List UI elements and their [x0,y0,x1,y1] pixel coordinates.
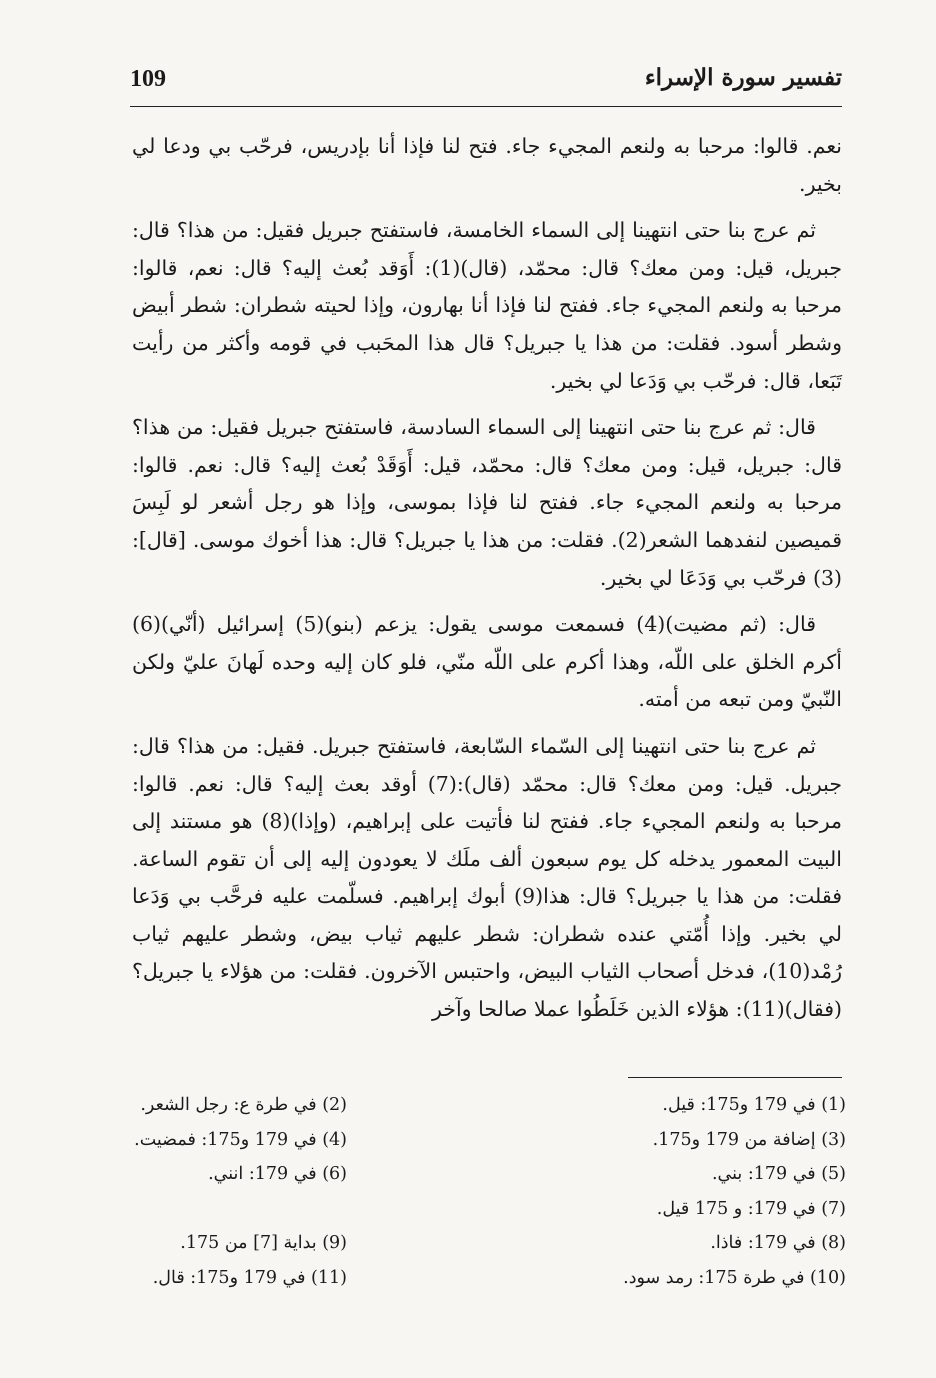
footnote-spacer [132,1192,489,1227]
paragraph: قال: ثم عرج بنا حتى انتهينا إلى السماء السادسة، فاستفتح جبريل فقيل: من هذا؟ قال: جبريل، قيل: ومن معك؟ قال: محمّد، قيل: أَوَقَدْ بُعث إليه؟ قال: نعم. قالوا: مرحبا به ولنعم المجيء جاء. ففتح لنا فإذا بموسى، وإذا هو رجل أشعر لو لَبِسَ قميصين لنفدهما الشعر(2). فقلت: من هذا يا جبريل؟ قال: هذا أخوك موسى. [قال]:(3) فرحّب بي وَدَعَا لي بخير. [132,415,843,590]
footnote: (7) في 179: و 175 قيل. [656,1198,846,1219]
footnote: (1) في 179 و175: قيل. [662,1095,846,1115]
page-number: 109 [130,66,166,92]
footnote: (3) إضافة من 179 و175. [652,1129,846,1150]
footnote: (4) في 179 و175: فمضيت. [134,1129,347,1150]
footnote: (5) في 179: بني. [711,1164,846,1185]
footnote: (9) بداية [7] من 175. [180,1233,347,1254]
footnote: (2) في طرة ع: رجل الشعر. [140,1095,347,1115]
footnote: (10) في طرة 175: رمد سود. [623,1267,846,1288]
header-rule [130,106,842,107]
footnote-rule [628,1077,842,1078]
footnote: (6) في 179: انني. [208,1164,347,1185]
footnotes [132,1088,846,1296]
footnote: (8) في 179: فاذا. [710,1233,846,1254]
paragraph: ثم عرج بنا حتى انتهينا إلى السّماء السّابعة، فاستفتح جبريل. فقيل: من هذا؟ قال: جبريل. قيل: ومن معك؟ قال: محمّد (قال):(7) أوقد بعث إليه؟ قال: نعم. قالوا: مرحبا به ولنعم المجيء جاء. ففتح لنا فأتيت على إبراهيم، (وإذا)(8) هو مستند إلى البيت المعمور يدخله كل يوم سبعون ألف ملَك لا يعودون إليه إلى أن تقوم الساعة. فقلت: من هذا يا جبريل؟ قال: هذا(9) أبوك إبراهيم. فسلّمت عليه فرحَّب بي وَدَعا لي بخير. وإذا أُمّتي عنده شطران: شطر عليهم ثياب بيض، وشطر عليهم ثياب رُمْد(10)، فدخل أصحاب الثياب البيض، واحتبس الآخرون. فقلت: من هؤلاء يا جبريل؟ (فقال)(11): هؤلاء الذين خَلَطُوا عملا صالحا وآخر [132,733,842,1022]
paragraph: ثم عرج بنا حتى انتهينا إلى السماء الخامسة، فاستفتح جبريل فقيل: من هذا؟ قال: جبريل، قيل: ومن معك؟ قال: محمّد، (قال)(1): أَوَقد بُعث إليه؟ قال: نعم، قالوا: مرحبا به ولنعم المجيء جاء. ففتح لنا فإذا أنا بهارون، وإذا لحيته شطران: شطر أبيض وشطر أسود. فقلت: من هذا يا جبريل؟ قال هذا المحَبب في قومه وأكثر من رأيت تَبَعا، قال: فرحّب بي وَدَعا لي بخير. [132,218,842,393]
page-header [130,62,842,102]
running-title: تفسير سورة الإسراء [644,64,842,91]
body-text [132,128,842,1038]
paragraph: قال: (ثم مضيت)(4) فسمعت موسى يقول: يزعم (بنو)(5) إسرائيل (أنّي)(6) أكرم الخلق على اللّه، وهذا أكرم على اللّه منّي، فلو كان إليه وحده لَهانَ عليّ ولكن النّبيّ ومن تبعه من أمته. [132,612,842,712]
footnote: (11) في 179 و175: قال. [152,1267,347,1288]
paragraph: نعم. قالوا: مرحبا به ولنعم المجيء جاء. فتح لنا فإذا أنا بإدريس، فرحّب بي ودعا لي بخير. [132,134,842,196]
